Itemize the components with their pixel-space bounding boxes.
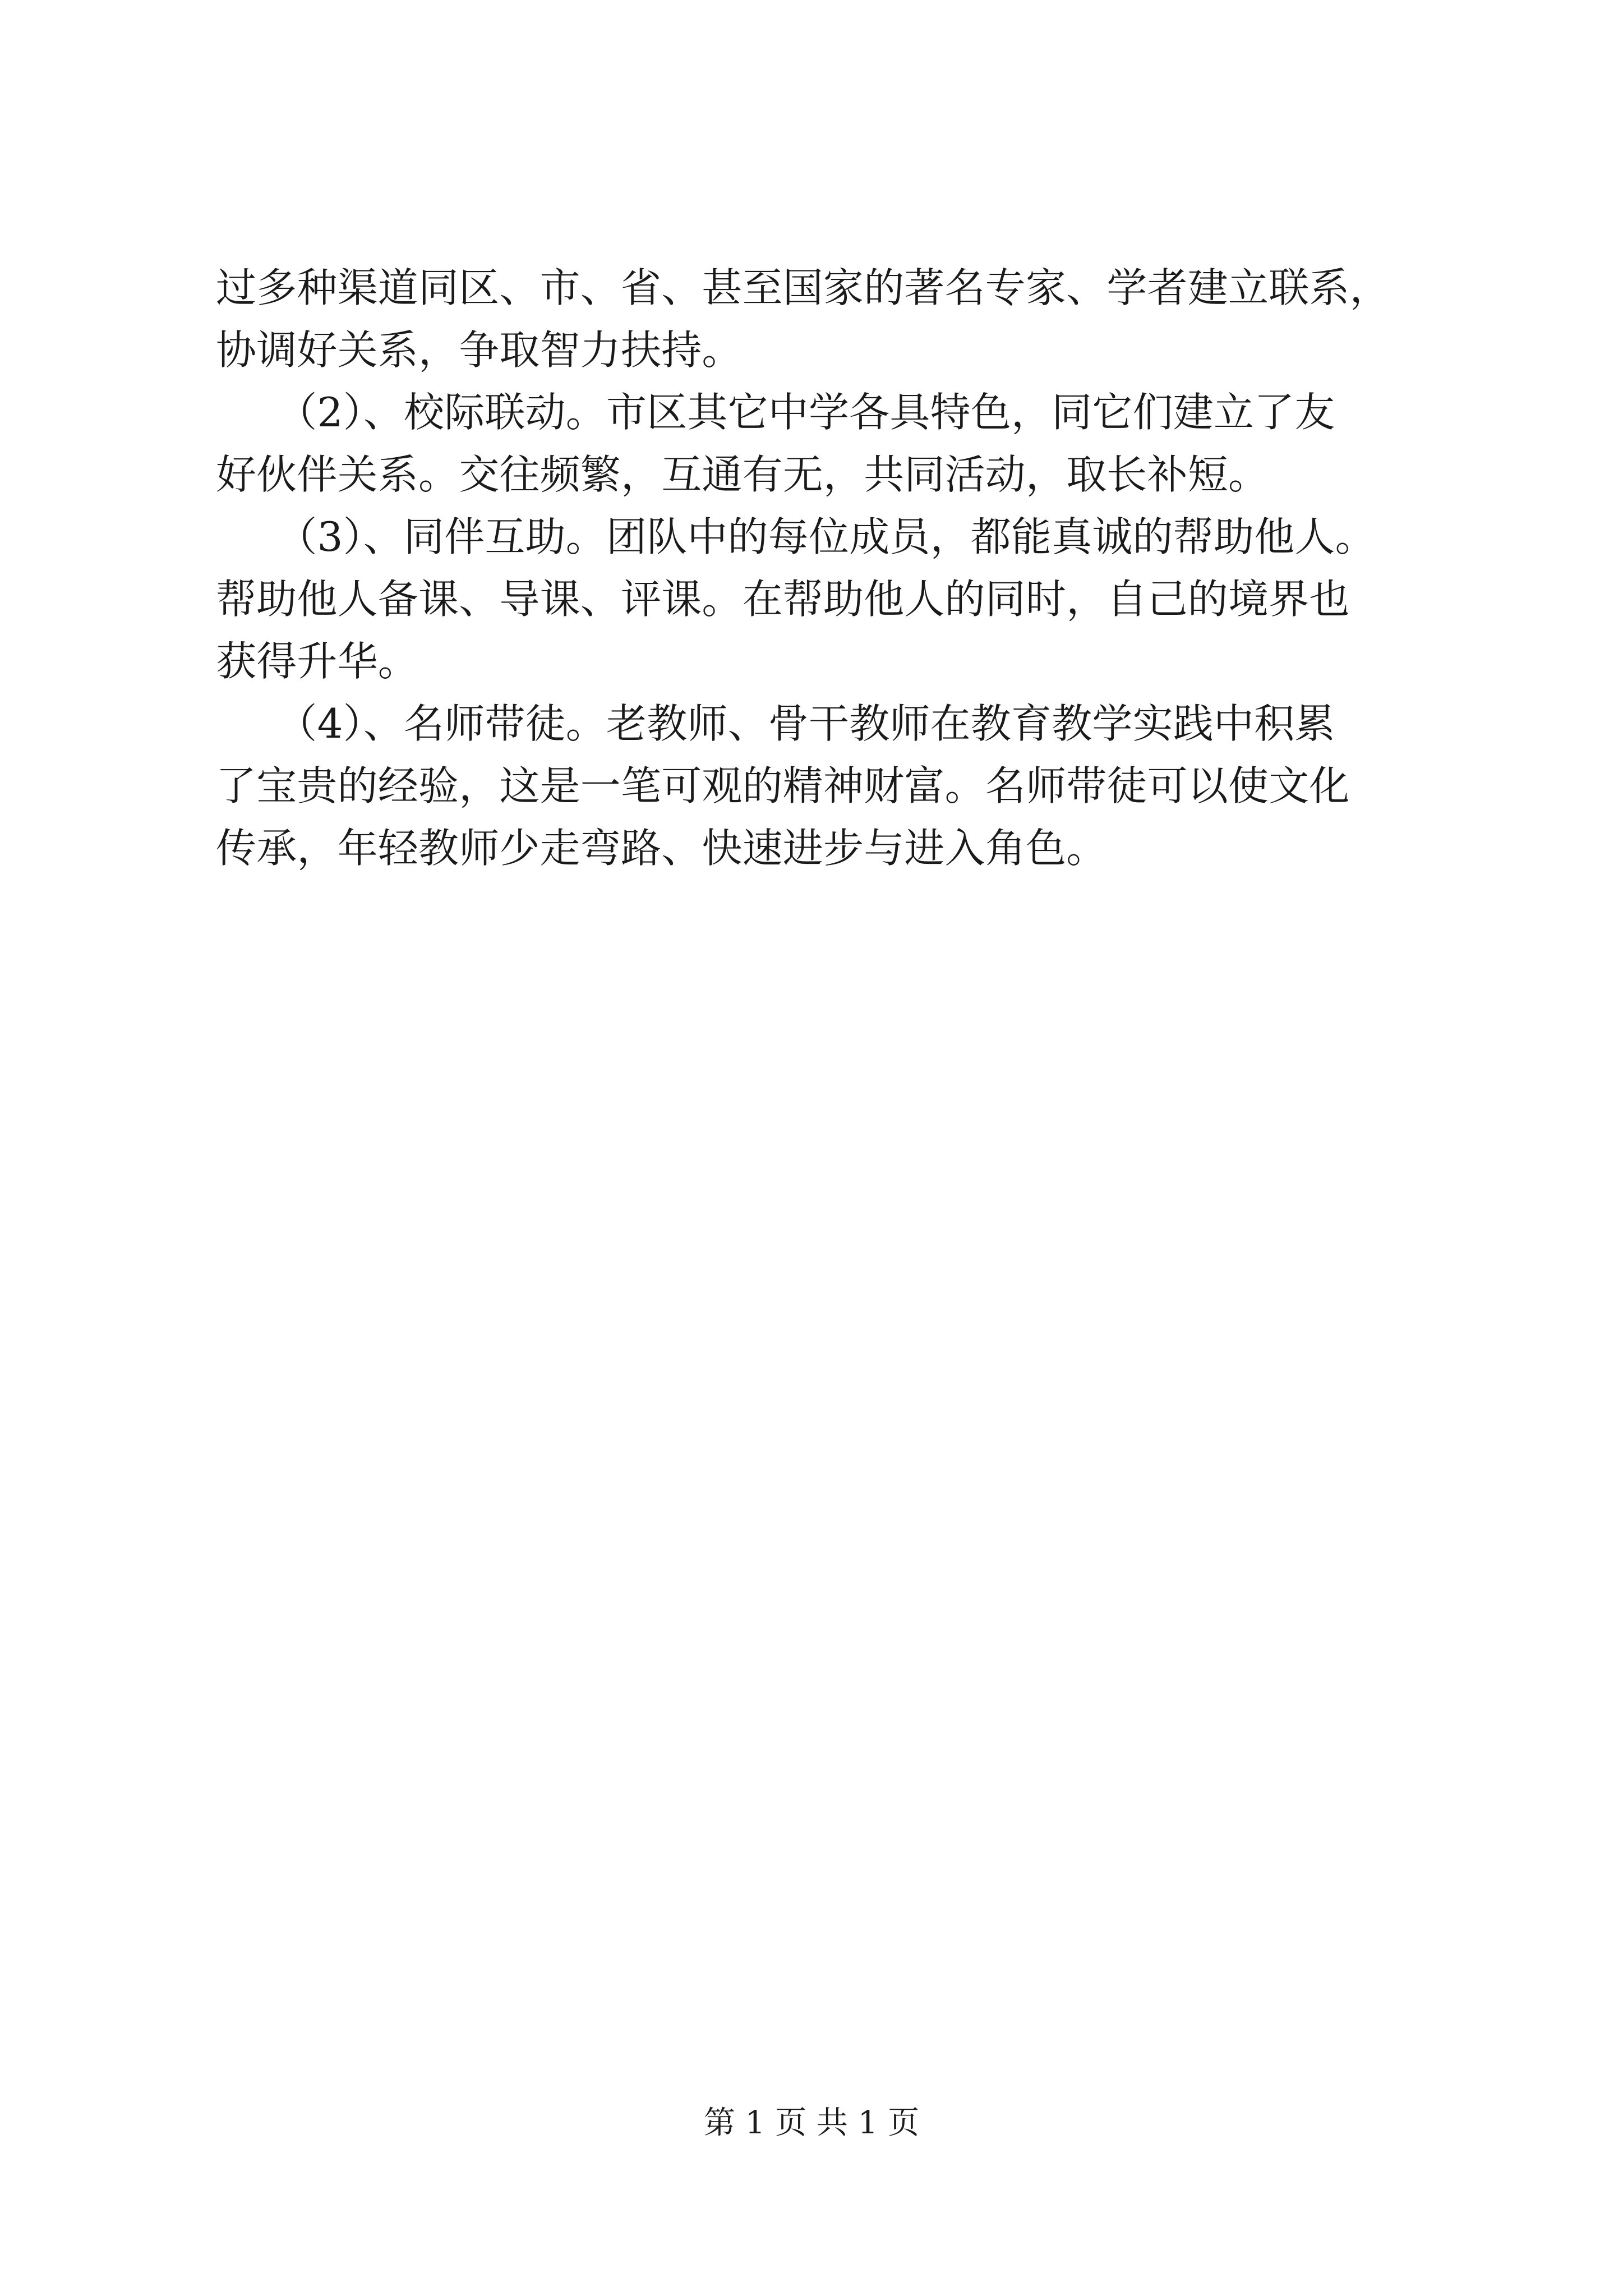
document-body xyxy=(216,257,1422,880)
text-line: 帮助他人备课、导课、评课。在帮助他人的同时，自己的境界也 xyxy=(216,576,1350,623)
text-line: （2）、校际联动。市区其它中学各具特色，同它们建立了友 xyxy=(216,389,1335,436)
page-footer xyxy=(0,2101,1623,2146)
paragraph xyxy=(216,257,1422,381)
paragraph xyxy=(216,693,1422,880)
paragraph xyxy=(216,381,1422,506)
text-line: 好伙伴关系。交往频繁，互通有无，共同活动，取长补短。 xyxy=(216,451,1269,498)
text-line: 过多种渠道同区、市、省、甚至国家的著名专家、学者建立联系， xyxy=(216,264,1390,311)
text-line: 传承，年轻教师少走弯路、快速进步与进入角色。 xyxy=(216,825,1107,872)
paragraph xyxy=(216,506,1422,693)
text-line: 协调好关系，争取智力扶持。 xyxy=(216,326,743,374)
text-line: （3）、同伴互助。团队中的每位成员，都能真诚的帮助他人。 xyxy=(216,513,1376,560)
text-line: 获得升华。 xyxy=(216,638,419,685)
text-line: （4）、名师带徒。老教师、骨干教师在教育教学实践中积累 xyxy=(216,700,1335,747)
text-line: 了宝贵的经验，这是一笔可观的精神财富。名师带徒可以使文化 xyxy=(216,762,1350,809)
page-number-label: 第 1 页 共 1 页 xyxy=(703,2105,920,2141)
